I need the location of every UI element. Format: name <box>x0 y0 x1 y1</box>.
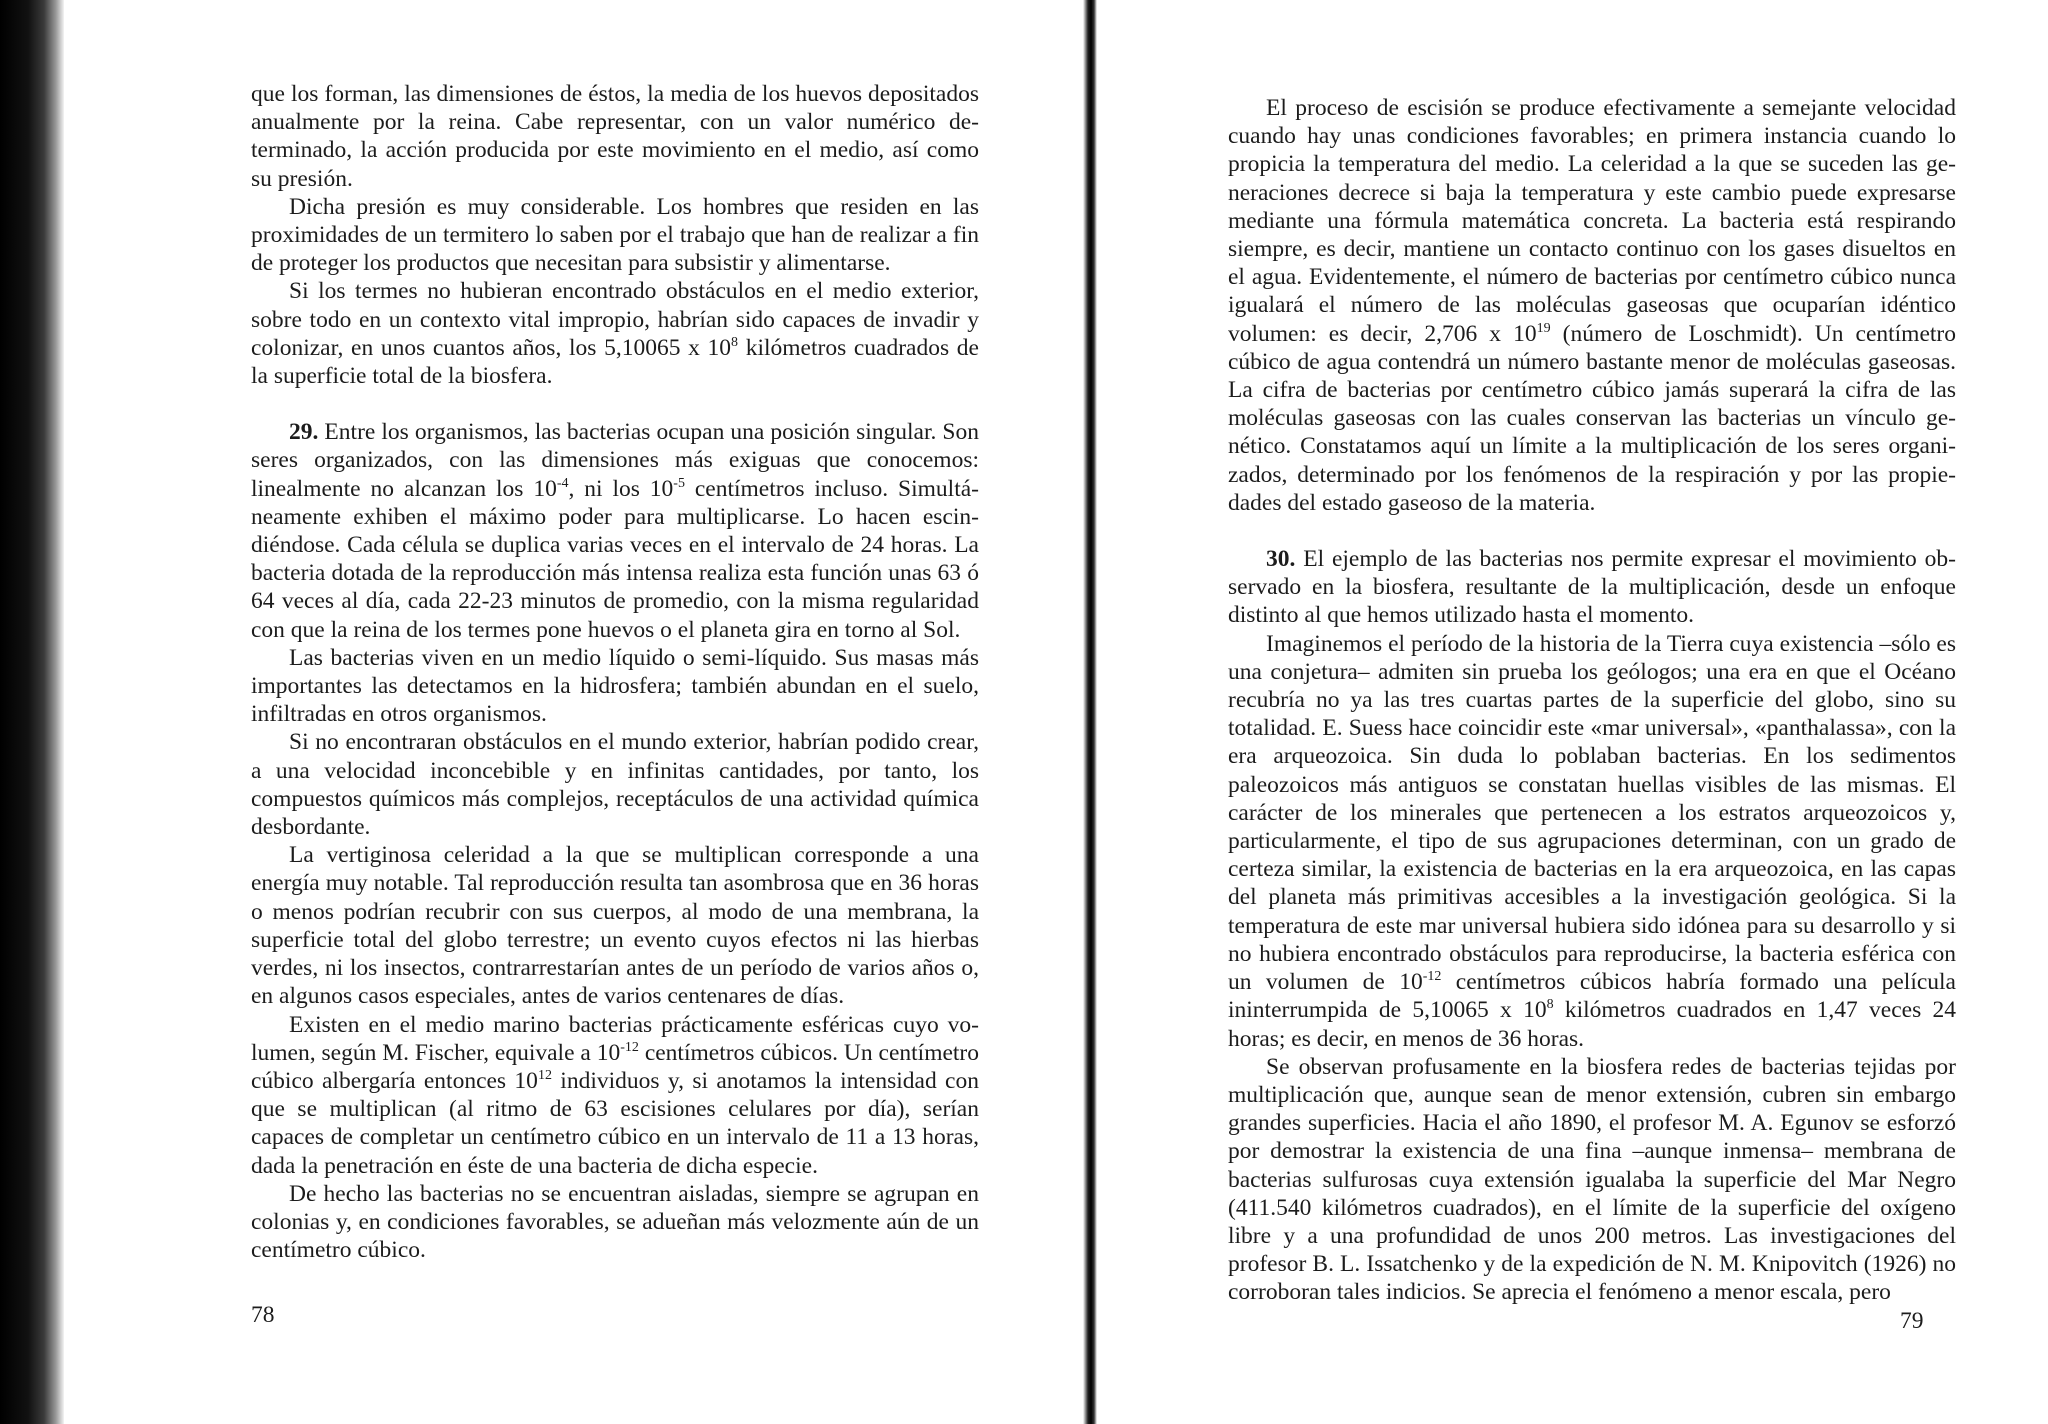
paragraph: Imaginemos el período de la historia de la Tierra cuya existencia –sólo es una conjetura– admiten sin prueba los geólogos; una era en que el Océano recubría no ya las tres cuartas partes de la superficie del globo, sino su totalidad. E. Suess hace coincidir este «mar universal», «panthalassa», con la era arqueozoica. Sin duda lo poblaban bacterias. En los sedimentos paleozoicos más antiguos se constatan huellas visibles de las mismas. El carácter de los minerales que pertenecen a los estratos arqueozoicos y, particularmente, el tipo de sus agrupaciones determinan, con un grado de certeza similar, la existencia de bacterias en la era arqueozoica, en las capas del planeta más primitivas accesibles a la investigación geológica. Si la temperatura de este mar universal hubiera sido idónea para su desarrollo y si no hubiera encontrado obstáculos para reproducirse, la bacteria esférica con un volumen de $10^{-12}$ centímetros cúbicos habría formado una película ininterrumpida de 5,10065 x $10^8$ kilómetros cuadrados en 1,47 veces 24 horas; es decir, en menos de 36 horas. <box>1228 630 1956 1052</box>
paragraph: Si los termes no hubieran encontrado obstáculos en el medio exterior, sobre todo en un contexto vital impropio, habrían sido capaces de invadir y colonizar, en unos cuantos años, los 5,10065 x $10^8$ kilómetros cuadrados de la superficie total de la biosfera. <box>251 278 979 390</box>
paragraph: El proceso de escisión se produce efectivamente a semejante velocidad cuando hay unas condiciones favorables; en primera instancia cuando lo propicia la temperatura del medio. La celeridad a la que se suceden las generaciones decrece si baja la temperatura y este cambio puede expresarse mediante una fórmula matemática concreta. La bacteria está respirando siempre, es decir, mantiene un contacto continuo con los gases disueltos en el agua. Evidentemente, el número de bacterias por centímetro cúbico nunca igualará el número de las moléculas gaseosas que ocuparían idéntico volumen: es decir, 2,706 x $10^{19}$ (número de Loschmidt). Un centímetro cúbico de agua contendrá un número bastante menor de moléculas gaseosas. La cifra de bacterias por centímetro cúbico jamás superará la cifra de las moléculas gaseosas con las cuales conservan las bacterias un vínculo genético. Constatamos aquí un límite a la multiplicación de los seres organizados, determinado por los fenómenos de la respiración y por las propiedades del estado gaseoso de la materia. <box>1228 95 1956 516</box>
paragraph: Existen en el medio marino bacterias prácticamente esféricas cuyo volumen, según M. Fischer, equivale a $10^{-12}$ centímetros cúbicos. Un centímetro cúbico albergaría entonces $10^{12}$ individuos y, si anotamos la intensidad con que se multiplican (al ritmo de 63 escisiones celulares por día), serían capaces de completar un centímetro cúbico en un intervalo de 11 a 13 horas, dada la penetración en éste de una bacteria de dicha especie. <box>251 1011 980 1179</box>
right-page-body <box>1228 94 1956 1307</box>
page-number-left: 78 <box>251 1302 275 1328</box>
section-30-paragraph: 30. El ejemplo de las bacterias nos permite expresar el movimiento observado en la biosfera, resultante de la multiplicación, desde un enfoque distinto al que hemos utilizado hasta el momento. <box>1228 546 1956 629</box>
scan-binding-shadow <box>0 0 64 1424</box>
section-29-paragraph: 29. Entre los organismos, las bacterias ocupan una posición singular. Son seres organizados, con las dimensiones más exiguas que conocemos: linealmente no alcanzan los $10^{-4}$, ni los $10^{-5}$ centímetros incluso. Simultáneamente exhiben el máximo poder para multiplicarse. Lo hacen escindiéndose. Cada célula se duplica varias veces en el intervalo de 24 horas. La bacteria dotada de la reproducción más intensa realiza esta función unas 63 ó 64 veces al día, cada 22-23 minutos de promedio, con la misma regularidad con que la reina de los termes pone huevos o el planeta gira en torno al Sol. <box>251 419 979 643</box>
section-number: 30. <box>1266 546 1296 573</box>
paragraph: Las bacterias viven en un medio líquido o semi-líquido. Sus masas más importantes las detectamos en la hidrosfera; también abundan en el suelo, infiltradas en otros organismos. <box>251 644 979 728</box>
left-page-body <box>251 80 979 1264</box>
paragraph: Se observan profusamente en la biosfera redes de bacterias tejidas por multiplicación que, aunque sean de menor extensión, cubren sin embargo grandes superficies. Hacia el año 1890, el profesor M. A. Egunov se esforzó por demostrar la existencia de una fina –aunque inmensa– membrana de bacterias sulfurosas cuya extensión igualaba la superficie del Mar Negro (411.540 kilómetros cuadrados), en el límite de la superficie del oxígeno libre y a una profundidad de unos 200 metros. Las investigaciones del profesor B. L. Issatchenko y de la expedición de N. M. Knipovitch (1926) no corroboran tales indicios. Se aprecia el fenómeno a menor escala, pero <box>1228 1053 1956 1306</box>
paragraph: Si no encontraran obstáculos en el mundo exterior, habrían podido crear, a una velocidad inconcebible y en infinitas cantidades, por tanto, los compuestos químicos más complejos, receptáculos de una actividad química desbordante. <box>251 729 979 841</box>
page-number-right: 79 <box>1900 1308 1924 1334</box>
paragraph: La vertiginosa celeridad a la que se multiplican corresponde a una energía muy notable. Tal reproducción resulta tan asombrosa que en 36 horas o menos podrían recubrir con sus cuerpos, al modo de una membrana, la superficie total del globo terrestre; un evento cuyos efectos ni las hierbas verdes, ni los insectos, contrarrestarían antes de un período de varios años o, en algunos casos especiales, antes de varios centenares de días. <box>251 842 979 1010</box>
paragraph: De hecho las bacterias no se encuentran aisladas, siempre se agrupan en colonias y, en condiciones favorables, se adueñan más velozmente aún de un centímetro cúbico. <box>251 1180 979 1264</box>
paragraph-continued: que los forman, las dimensiones de éstos, la media de los huevos depositados anualmente por la reina. Cabe representar, con un valor numérico determinado, la acción producida por este movimiento en el medio, así como su presión. <box>251 81 979 192</box>
paragraph: Dicha presión es muy considerable. Los hombres que residen en las proximidades de un termitero lo saben por el trabajo que han de realizar a fin de proteger los productos que necesitan para subsistir y alimentarse. <box>251 193 979 277</box>
book-gutter <box>1083 0 1097 1424</box>
section-number: 29. <box>289 419 319 446</box>
